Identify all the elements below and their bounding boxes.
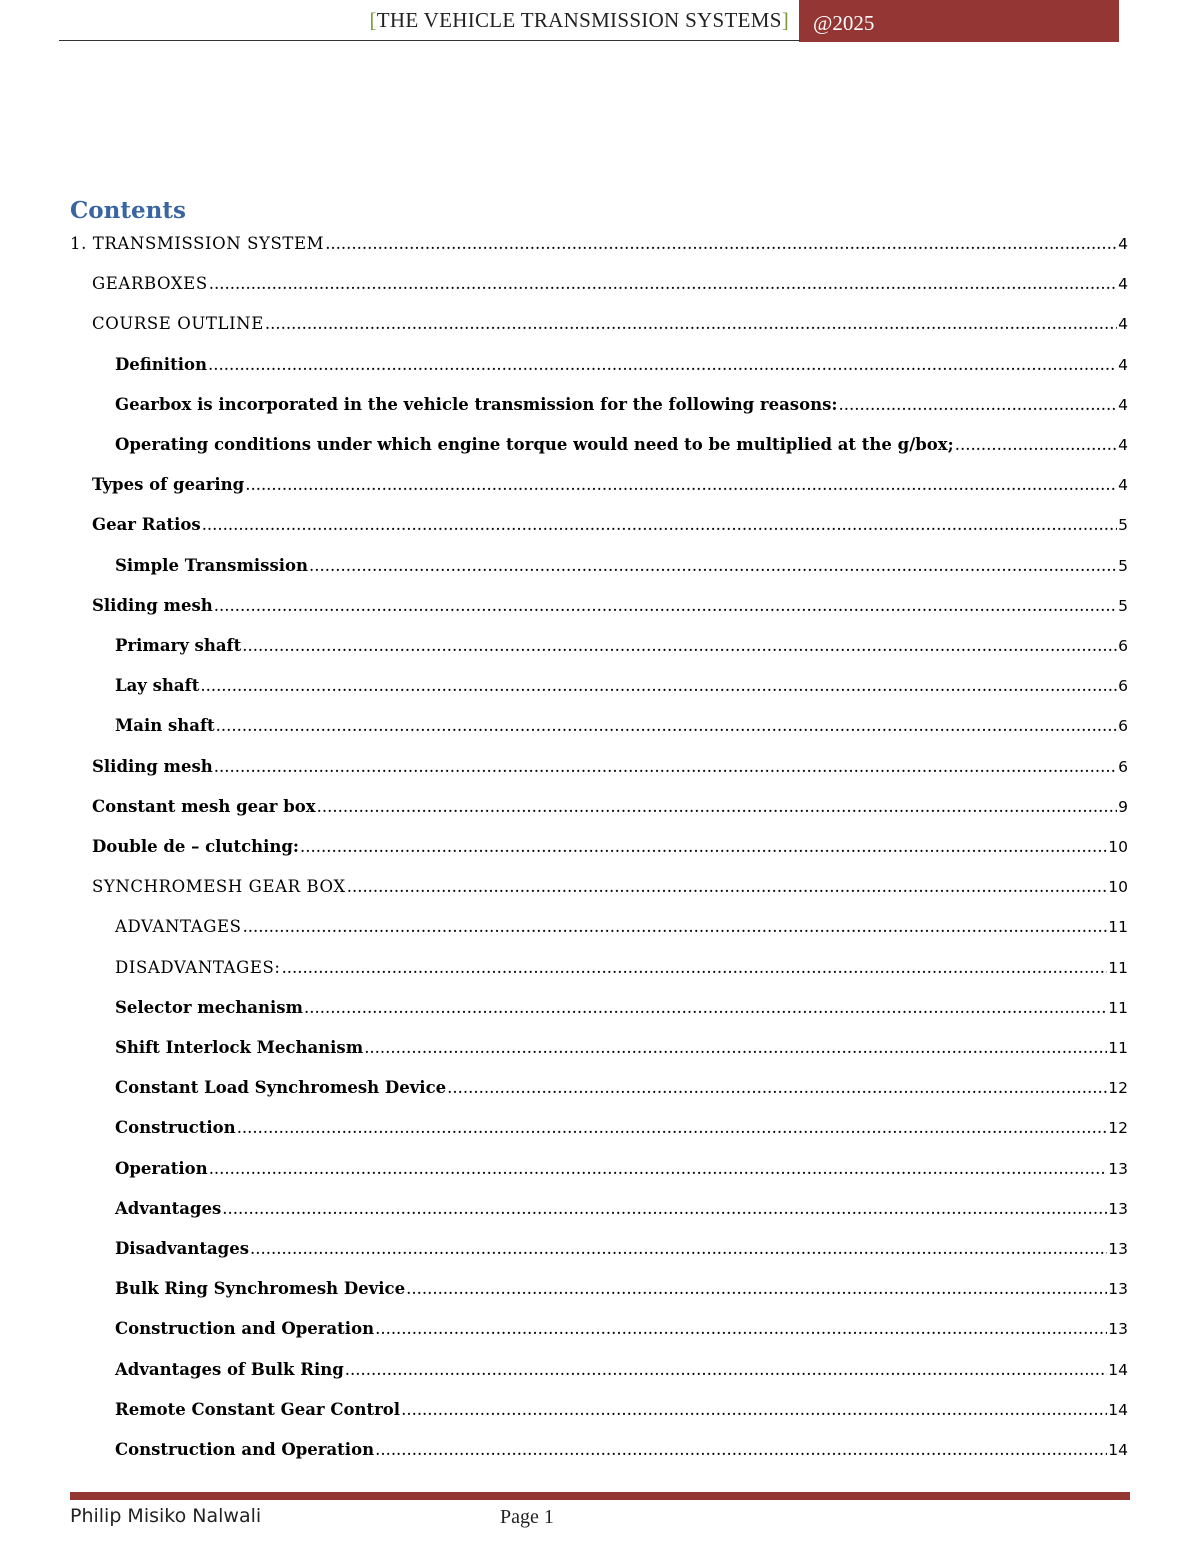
toc-leader-dots <box>216 716 1117 735</box>
toc-entry[interactable] <box>92 475 1128 499</box>
toc-leader-dots <box>345 1360 1108 1379</box>
toc-entry-page: 9 <box>1118 798 1128 816</box>
toc-heading: Contents <box>70 197 186 224</box>
toc-leader-dots <box>243 917 1108 936</box>
toc-leader-dots <box>300 837 1107 856</box>
toc-entry-page: 4 <box>1118 436 1128 454</box>
toc-entry[interactable] <box>115 1239 1128 1263</box>
toc-entry-page: 4 <box>1118 235 1128 253</box>
toc-leader-dots <box>202 515 1117 534</box>
toc-entry-label: Definition <box>115 355 207 374</box>
toc-entry-label: SYNCHROMESH GEAR BOX <box>92 877 346 896</box>
toc-entry-label: Gearbox is incorporated in the vehicle transmission for the following reasons: <box>115 395 838 414</box>
toc-leader-dots <box>955 435 1117 454</box>
toc-entry[interactable] <box>92 274 1128 298</box>
toc-entry[interactable] <box>115 1078 1128 1102</box>
toc-leader-dots <box>447 1078 1107 1097</box>
toc-leader-dots <box>209 1159 1108 1178</box>
toc-leader-dots <box>401 1400 1107 1419</box>
toc-entry-page: 14 <box>1108 1361 1128 1379</box>
toc-entry-page: 11 <box>1108 918 1128 936</box>
toc-entry[interactable] <box>92 515 1128 539</box>
header-title <box>0 8 789 33</box>
toc-entry-page: 12 <box>1108 1079 1128 1097</box>
toc-leader-dots <box>214 757 1117 776</box>
toc-entry-label: Disadvantages <box>115 1239 250 1258</box>
toc-entry-label: Remote Constant Gear Control <box>115 1400 401 1419</box>
toc-entry-page: 14 <box>1108 1441 1128 1459</box>
footer-author: Philip Misiko Nalwali <box>70 1505 262 1527</box>
toc-leader-dots <box>375 1319 1107 1338</box>
toc-entry-page: 11 <box>1108 999 1128 1017</box>
toc-entry-label: Shift Interlock Mechanism <box>115 1038 364 1057</box>
toc-leader-dots <box>309 556 1117 575</box>
toc-entry-label: Construction and Operation <box>115 1319 375 1338</box>
toc-entry[interactable] <box>115 435 1128 459</box>
toc-entry-label: GEARBOXES <box>92 274 208 293</box>
toc-entry-label: Constant Load Synchromesh Device <box>115 1078 447 1097</box>
toc-entry-label: Primary shaft <box>115 636 242 655</box>
toc-entry[interactable] <box>92 757 1128 781</box>
header-divider <box>59 40 800 41</box>
toc-entry-page: 5 <box>1118 597 1128 615</box>
toc-entry[interactable] <box>115 556 1128 580</box>
footer-divider <box>70 1492 1130 1500</box>
toc-leader-dots <box>265 314 1117 333</box>
toc-entry-page: 4 <box>1118 396 1128 414</box>
toc-entry-label: COURSE OUTLINE <box>92 314 264 333</box>
toc-entry-label: Advantages <box>115 1199 222 1218</box>
toc-leader-dots <box>214 596 1117 615</box>
toc-entry-label: Double de – clutching: <box>92 837 299 856</box>
toc-entry-page: 13 <box>1108 1240 1128 1258</box>
toc-entry-page: 10 <box>1108 838 1128 856</box>
toc-entry[interactable] <box>115 1279 1128 1303</box>
toc-entry[interactable] <box>92 314 1128 338</box>
toc-entry-label: Types of gearing <box>92 475 245 494</box>
toc-leader-dots <box>347 877 1108 896</box>
toc-entry[interactable] <box>115 1199 1128 1223</box>
footer-page-number: Page 1 <box>500 1506 554 1528</box>
toc-entry[interactable] <box>115 355 1128 379</box>
toc-leader-dots <box>317 797 1117 816</box>
toc-entry-page: 11 <box>1108 1039 1128 1057</box>
toc-entry-page: 10 <box>1108 878 1128 896</box>
toc-entry-label: DISADVANTAGES: <box>115 958 281 977</box>
toc-leader-dots <box>304 998 1107 1017</box>
toc-entry-page: 6 <box>1118 717 1128 735</box>
toc-entry-page: 13 <box>1108 1200 1128 1218</box>
toc-entry-page: 12 <box>1108 1119 1128 1137</box>
toc-entry[interactable] <box>115 395 1128 419</box>
toc-entry-page: 5 <box>1118 516 1128 534</box>
toc-leader-dots <box>222 1199 1107 1218</box>
toc-entry-page: 14 <box>1108 1401 1128 1419</box>
toc-leader-dots <box>237 1118 1108 1137</box>
toc-entry-page: 6 <box>1118 758 1128 776</box>
toc-entry-label: Advantages of Bulk Ring <box>115 1360 344 1379</box>
toc-entry-label: Constant mesh gear box <box>92 797 316 816</box>
toc-leader-dots <box>245 475 1117 494</box>
toc-entry[interactable] <box>70 234 1128 258</box>
toc-leader-dots <box>838 395 1117 414</box>
toc-entry-label: Construction and Operation <box>115 1440 375 1459</box>
toc-entry[interactable] <box>92 837 1128 861</box>
toc-entry-label: Sliding mesh <box>92 757 213 776</box>
toc-entry[interactable] <box>115 917 1128 941</box>
toc-entry[interactable] <box>115 958 1128 982</box>
toc-entry-page: 13 <box>1108 1280 1128 1298</box>
toc-leader-dots <box>282 958 1108 977</box>
toc-entry-label: Construction <box>115 1118 236 1137</box>
toc-leader-dots <box>375 1440 1107 1459</box>
toc-leader-dots <box>200 676 1117 695</box>
toc-entry[interactable] <box>115 1400 1128 1424</box>
toc-entry-page: 4 <box>1118 315 1128 333</box>
toc-entry-label: Selector mechanism <box>115 998 303 1017</box>
header-year-badge: @2025 <box>799 0 1119 42</box>
toc-entry-page: 5 <box>1118 557 1128 575</box>
toc-entry[interactable] <box>115 998 1128 1022</box>
toc-entry-label: Operating conditions under which engine torque would need to be multiplied at the g/box; <box>115 435 954 454</box>
toc-entry[interactable] <box>92 877 1128 901</box>
toc-entry[interactable] <box>115 1319 1128 1343</box>
toc-entry-page: 4 <box>1118 275 1128 293</box>
toc-leader-dots <box>364 1038 1107 1057</box>
toc-entry-label: Gear Ratios <box>92 515 201 534</box>
toc-entry-label: Lay shaft <box>115 676 200 695</box>
toc-entry-label: 1. TRANSMISSION SYSTEM <box>70 234 325 253</box>
header-title-text: THE VEHICLE TRANSMISSION SYSTEMS <box>376 8 782 32</box>
toc-entry-label: Main shaft <box>115 716 215 735</box>
toc-leader-dots <box>209 274 1117 293</box>
toc-leader-dots <box>208 355 1117 374</box>
toc-entry[interactable] <box>115 1038 1128 1062</box>
toc-entry[interactable] <box>115 716 1128 740</box>
toc-entry[interactable] <box>92 797 1128 821</box>
toc-entry[interactable] <box>115 1118 1128 1142</box>
toc-entry-page: 13 <box>1108 1320 1128 1338</box>
toc-leader-dots <box>406 1279 1107 1298</box>
toc-entry[interactable] <box>115 1159 1128 1183</box>
toc-entry-label: ADVANTAGES <box>115 917 242 936</box>
toc-entry[interactable] <box>92 596 1128 620</box>
toc-entry-label: Operation <box>115 1159 208 1178</box>
header-open-bracket: [ <box>369 8 377 32</box>
toc-leader-dots <box>250 1239 1107 1258</box>
toc-entry-label: Sliding mesh <box>92 596 213 615</box>
toc-entry[interactable] <box>115 676 1128 700</box>
toc-entry-label: Simple Transmission <box>115 556 309 575</box>
toc-entry-page: 11 <box>1108 959 1128 977</box>
toc-entry-page: 13 <box>1108 1160 1128 1178</box>
toc-entry[interactable] <box>115 636 1128 660</box>
header-close-bracket: ] <box>781 8 789 32</box>
toc-entry-page: 4 <box>1118 356 1128 374</box>
toc-entry-label: Bulk Ring Synchromesh Device <box>115 1279 406 1298</box>
toc-entry-page: 4 <box>1118 476 1128 494</box>
toc-entry[interactable] <box>115 1440 1128 1464</box>
toc-entry-page: 6 <box>1118 637 1128 655</box>
toc-leader-dots <box>242 636 1117 655</box>
toc-entry[interactable] <box>115 1360 1128 1384</box>
toc-leader-dots <box>325 234 1117 253</box>
toc-entry-page: 6 <box>1118 677 1128 695</box>
